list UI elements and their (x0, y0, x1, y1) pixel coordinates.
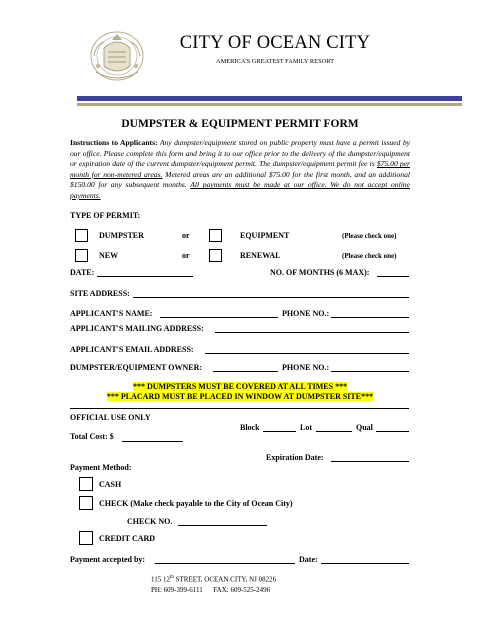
or-label-1: or (182, 231, 190, 240)
dumpster-checkbox[interactable] (75, 229, 88, 242)
mailing-address-label: APPLICANT'S MAILING ADDRESS: (70, 324, 204, 333)
notice-placard-text: *** PLACARD MUST BE PLACED IN WINDOW AT DUMPSTER SITE*** (106, 392, 374, 401)
equipment-checkbox[interactable] (209, 229, 222, 242)
instructions-label: Instructions to Applicants: (70, 138, 158, 147)
check-one-note-2: (Please check one) (342, 252, 397, 260)
permit-type-label: TYPE OF PERMIT: (70, 211, 141, 220)
check-checkbox[interactable] (79, 496, 93, 510)
official-divider (70, 408, 409, 409)
form-title: DUMPSTER & EQUIPMENT PERMIT FORM (121, 118, 359, 130)
instructions-text-2: Metered areas are an additional $75.00 for the first month, and an additional $150.00 for any subsequent months. (70, 169, 410, 190)
date-field[interactable] (97, 276, 193, 277)
instructions-paragraph (70, 138, 410, 202)
header-stripe-tan (77, 103, 462, 106)
mailing-address-field[interactable] (215, 332, 409, 333)
instructions-fee: $75.00 per month for non-metered areas. (70, 159, 410, 179)
qual-label: Qual (356, 423, 373, 432)
new-checkbox[interactable] (75, 249, 88, 262)
payment-accepted-label: Payment accepted by: (70, 555, 146, 564)
footer-address (151, 575, 276, 583)
expiration-label: Expiration Date: (266, 453, 324, 462)
block-label: Block (240, 423, 260, 432)
owner-field[interactable] (213, 371, 278, 372)
notice-cover (60, 382, 420, 391)
footer-phone: PH: 609-399-6111 FAX: 609-525-2496 (151, 586, 271, 594)
credit-card-label: CREDIT CARD (99, 534, 156, 543)
months-field[interactable] (377, 276, 409, 277)
renewal-label: RENEWAL (240, 251, 281, 260)
lot-field[interactable] (316, 431, 352, 432)
email-address-label: APPLICANT'S EMAIL ADDRESS: (70, 345, 194, 354)
applicant-name-field[interactable] (160, 317, 278, 318)
dumpster-label: DUMPSTER (99, 231, 144, 240)
check-one-note-1: (Please check one) (342, 232, 397, 240)
city-title: CITY OF OCEAN CITY (179, 33, 371, 53)
tagline: AMERICA'S GREATEST FAMILY RESORT (215, 58, 335, 65)
check-label: CHECK (Make check payable to the City of Ocean City) (99, 499, 293, 508)
new-label: NEW (99, 251, 119, 260)
check-no-field[interactable] (178, 525, 267, 526)
qual-field[interactable] (376, 431, 409, 432)
total-cost-label: Total Cost: $ (70, 432, 114, 441)
instructions-payment-note: All payments must be made at our office. We do not accept online payments. (70, 180, 410, 200)
payment-date-label: Date: (299, 555, 318, 564)
footer-address-suffix: STREET, OCEAN CITY, NJ 08226 (173, 575, 277, 584)
payment-date-field[interactable] (321, 563, 409, 564)
or-label-2: or (182, 251, 190, 260)
footer-address-sup: th (170, 575, 174, 580)
block-field[interactable] (263, 431, 296, 432)
cash-label: CASH (99, 480, 122, 489)
payment-method-label: Payment Method: (70, 463, 132, 472)
header-stripe-blue (77, 96, 462, 101)
lot-label: Lot (300, 423, 312, 432)
city-seal-logo (86, 26, 148, 84)
footer-address-prefix: 115 12 (151, 575, 170, 584)
instructions-text-1: Any dumpster/equipment stored on public property must have a permit issued by our office. Please complete this form and bring it to our office prior to the delivery of the dumpster/equipment or expiration date of the current dumpster/equipment permit. The dumpster/equipment permit fee is (70, 138, 410, 169)
equipment-label: EQUIPMENT (240, 231, 290, 240)
cash-checkbox[interactable] (79, 477, 93, 491)
phone-field-1[interactable] (331, 317, 409, 318)
total-cost-field[interactable] (122, 441, 183, 442)
months-label: NO. OF MONTHS (6 MAX): (270, 268, 370, 277)
expiration-field[interactable] (331, 461, 409, 462)
site-address-field[interactable] (133, 297, 409, 298)
applicant-name-label: APPLICANT'S NAME: (70, 309, 153, 318)
phone-label-1: PHONE NO.: (282, 309, 330, 318)
phone-field-2[interactable] (331, 371, 409, 372)
phone-label-2: PHONE NO.: (282, 363, 330, 372)
notice-placard (60, 392, 420, 401)
payment-accepted-field[interactable] (155, 563, 295, 564)
renewal-checkbox[interactable] (209, 249, 222, 262)
email-address-field[interactable] (205, 353, 409, 354)
check-no-label: CHECK NO. (127, 517, 173, 526)
notice-cover-text: *** DUMPSTERS MUST BE COVERED AT ALL TIMES *** (132, 382, 348, 391)
credit-card-checkbox[interactable] (79, 531, 93, 545)
site-address-label: SITE ADDRESS: (70, 289, 130, 298)
official-use-heading: OFFICIAL USE ONLY (70, 413, 151, 422)
date-label: DATE: (70, 268, 95, 277)
owner-label: DUMPSTER/EQUIPMENT OWNER: (70, 363, 203, 372)
